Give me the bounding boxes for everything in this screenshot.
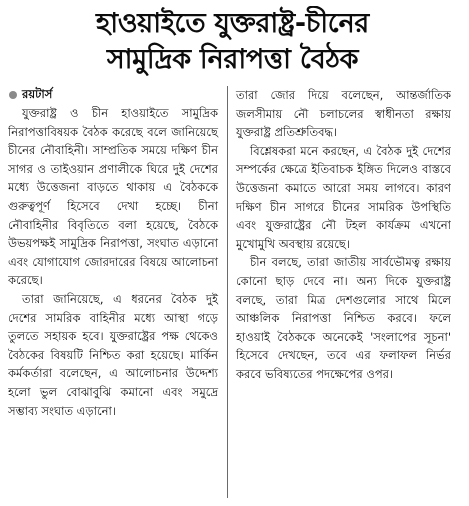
left-column [8, 86, 226, 498]
headline [8, 6, 457, 78]
bullet-icon [9, 91, 17, 99]
paragraph: তারা জোর দিয়ে বলেছেন, আন্তর্জাতিক জলসীমায় নৌ চলাচলের স্বাধীনতা রক্ষায় যুক্তরাষ্ট্র প্রতিশ্রুতিবদ্ধ। [236, 88, 451, 140]
credit-label: রয়টার্স [22, 87, 53, 101]
column-divider [227, 86, 228, 498]
article-body [8, 86, 457, 498]
headline-line-2: সামুদ্রিক নিরাপত্তা বৈঠক [106, 44, 359, 75]
paragraph: চীন বলছে, তারা জাতীয় সার্বভৌমত্ব রক্ষায় কোনো ছাড় দেবে না। অন্য দিকে যুক্তরাষ্ট্র বলছে, তারা মিত্র দেশগুলোর সাথে মিলে আঞ্চলিক নিরাপত্তা নিশ্চিত করবে। ফলে হাওয়াই বৈঠককে অনেকেই 'সংলাপের সূচনা' হিসেবে দেখছেন, তবে এর ফলাফল নির্ভর করবে ভবিষ্যতের পদক্ষেপের ওপর। [236, 255, 451, 381]
headline-line-1: হাওয়াইতে যুক্তরাষ্ট্র-চীনের [96, 8, 369, 39]
right-column [226, 86, 451, 498]
paragraph: তারা জানিয়েছে, এ ধরনের বৈঠক দুই দেশের সামরিক বাহিনীর মধ্যে আস্থা গড়ে তুলতে সহায়ক হবে। যুক্তরাষ্ট্রের পক্ষ থেকেও বৈঠকের বিষয়টি নিশ্চিত করা হয়েছে। মার্কিন কর্মকর্তারা বলেছেন, এ আলোচনার উদ্দেশ্য হলো ভুল বোঝাবুঝি কমানো এবং সমুদ্রে সম্ভাব্য সংঘাত এড়ানো। [8, 291, 218, 418]
paragraph: বিশ্লেষকরা মনে করছেন, এ বৈঠক দুই দেশের সম্পর্কের ক্ষেত্রে ইতিবাচক ইঙ্গিত দিলেও বাস্তবে উত্তেজনা কমাতে আরো সময় লাগবে। কারণ দক্ষিণ চীন সাগরে চীনের সামরিক উপস্থিতি এবং যুক্তরাষ্ট্রের নৌ টহল কার্যক্রম এখনো মুখোমুখি অবস্থায় রয়েছে। [236, 143, 451, 251]
paragraph: যুক্তরাষ্ট্র ও চীন হাওয়াইতে সামুদ্রিক নিরাপত্তাবিষয়ক বৈঠক করেছে বলে জানিয়েছে চীনের নৌবাহিনী। সাম্প্রতিক সময়ে দক্ষিণ চীন সাগর ও তাইওয়ান প্রণালীকে ঘিরে দুই দেশের মধ্যে উত্তেজনা বাড়তে থাকায় এ বৈঠককে গুরুত্বপূর্ণ হিসেবে দেখা হচ্ছে। চীনা নৌবাহিনীর বিবৃতিতে বলা হয়েছে, বৈঠকে উভয়পক্ষই সামুদ্রিক নিরাপত্তা, সংঘাত এড়ানো এবং যোগাযোগ জোরদারের বিষয়ে আলোচনা করেছে। [8, 106, 218, 288]
news-credit [8, 86, 218, 103]
